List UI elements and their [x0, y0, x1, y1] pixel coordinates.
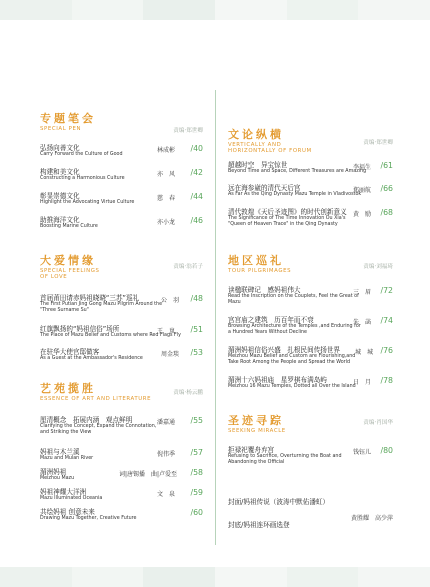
section-editor: 责编·翁若子: [173, 264, 203, 270]
entry-title-en: The First Putian Jing Gong Mazu Pilgrim Around the "Three Surname Su": [40, 302, 163, 313]
entry-page: /68: [380, 208, 393, 217]
section-title-en: VERTICALLY AND: [228, 142, 282, 148]
toc-entry[interactable]: [228, 161, 393, 175]
entry-page: /48: [190, 294, 203, 303]
entry-title-en: Mazu Illuminated Oceania: [40, 496, 103, 501]
toc-entry[interactable]: [40, 488, 203, 502]
section-editor: 责编·杨云鹏: [173, 390, 203, 396]
entry-title: 共绘妈祖 创意未来: [40, 508, 95, 516]
toc-entry[interactable]: [40, 216, 203, 230]
toc-entry[interactable]: [228, 286, 393, 306]
toc-entry[interactable]: [228, 446, 393, 466]
toc-entry[interactable]: [40, 294, 203, 314]
entry-title: 厘清概念 拓展内涵 观点鲜明: [40, 416, 133, 424]
section-title: 艺苑揽胜: [40, 382, 96, 395]
section-title: 大爱情缘: [40, 254, 96, 267]
entry-title: 拒禄祀覆舟弃宫: [228, 446, 275, 454]
section-title-en: SEEKING MIRACLE: [228, 428, 286, 434]
section-editor: 责编·郑世卿: [363, 140, 393, 146]
entry-author: 城 城: [354, 349, 373, 356]
entry-page: /80: [380, 446, 393, 455]
entry-author: 李福生: [352, 164, 371, 171]
toc-entry[interactable]: [40, 325, 203, 339]
section-title-en: HORIZONTALLY OF FORUM: [228, 148, 312, 155]
toc-entry[interactable]: [40, 348, 203, 362]
entry-title: 首届莆田请赤妈祖晓晓“三苏”巡礼: [40, 294, 140, 302]
entry-title-en: Meizhou 16 Mazu Temples, Dotted all Over the Island: [228, 384, 356, 389]
entry-page: /58: [190, 468, 203, 477]
entry-title: 湄洲十六妈祖庙 星罗棋布满岛屿: [228, 376, 327, 384]
section-vertical-forum: [228, 128, 393, 246]
toc-entry[interactable]: [40, 192, 203, 206]
entry-author: 亦 风: [156, 171, 175, 178]
column-divider: [215, 90, 216, 545]
entry-title: 超越时空 异宝惊世: [228, 161, 288, 169]
entry-title-en: As Far As the Qing Dynasty Mazu Temple in Vladivostok: [228, 192, 362, 197]
entry-page: /44: [190, 192, 203, 201]
entry-page: /42: [190, 168, 203, 177]
entry-title: 在驻华大使官邸做客: [40, 348, 100, 356]
section-art: [40, 382, 203, 552]
entry-title-en: Drawing Mazu Together, Creative Future: [40, 516, 137, 521]
entry-page: /66: [380, 184, 393, 193]
entry-title: 湄洲妈祖信俗兴盛 扎根民间传扬世界: [228, 346, 341, 354]
entry-page: /61: [380, 161, 393, 170]
section-editor: 责编·郑世卿: [173, 128, 203, 134]
section-editor: 责编·肖国华: [363, 420, 393, 426]
entry-page: /74: [380, 316, 393, 325]
toc-entry[interactable]: [40, 448, 203, 462]
section-title: 文论纵横: [228, 128, 284, 141]
entry-page: /57: [190, 448, 203, 457]
entry-title-en: Mazu and Mulan River: [40, 456, 94, 461]
entry-title-en: Read the Inscription on the Couplets, Feel the Great of Mazu: [228, 294, 359, 305]
entry-author: 倪伟季: [156, 451, 175, 458]
section-title: 专题笔会: [40, 112, 96, 125]
entry-page: /59: [190, 488, 203, 497]
entry-author: 黄 励: [352, 211, 371, 218]
entry-title-en: Browsing Architecture of the Temples ,and Enduring for a Hundred Years Without Decline: [228, 324, 361, 335]
entry-author: 三 眉: [352, 289, 371, 296]
bottom-color-band: [0, 567, 430, 587]
entry-author: 王 岚: [156, 328, 175, 335]
top-color-band: [0, 0, 430, 20]
section-feelings: [40, 254, 203, 374]
entry-title: 清代敦煌《天后圣迹图》的时代创新意义: [228, 208, 347, 216]
entry-page: /40: [190, 144, 203, 153]
entry-author: 钱钰儿: [352, 449, 371, 456]
entry-title: 宫宫庙之建筑 历百年而不衰: [228, 316, 314, 324]
toc-entry[interactable]: [228, 316, 393, 336]
section-title-en: TOUR PILGRIMAGES: [228, 268, 292, 274]
entry-author: 慈 春: [156, 195, 175, 202]
section-title-en: ESSENCE OF ART AND LITERATURE: [40, 396, 152, 402]
section-seeking: [228, 414, 393, 474]
section-tour: [228, 254, 393, 406]
toc-entry[interactable]: [40, 468, 203, 482]
entry-author: 亦小龙: [156, 219, 175, 226]
section-title-en: SPECIAL FEELINGS: [40, 268, 100, 274]
entry-page: /51: [190, 325, 203, 334]
entry-author: 潘嘉通: [156, 419, 175, 426]
cover-credits: [228, 498, 393, 531]
entry-title: 弘扬向善文化: [40, 144, 80, 152]
toc-entry[interactable]: [40, 168, 203, 182]
toc-entry[interactable]: [228, 208, 393, 228]
section-title: 地区巡礼: [228, 254, 284, 267]
entry-page: /60: [190, 508, 203, 517]
entry-title: 远在海参崴的清代天后宫: [228, 184, 301, 192]
left-column: [40, 112, 203, 552]
toc-entry[interactable]: [228, 376, 393, 390]
entry-title-en: Meizhou Mazu Belief and Custom are Flourishing,and Take Root Among the People and Spread the World: [228, 354, 356, 365]
toc-entry[interactable]: [228, 184, 393, 198]
section-special-pen: [40, 112, 203, 240]
entry-author: 周金琰: [160, 351, 179, 358]
entry-title: 妈祖与木兰溪: [40, 448, 80, 456]
entry-page: /78: [380, 376, 393, 385]
entry-author: 文 泉: [156, 491, 175, 498]
entry-author: 日 月: [352, 379, 371, 386]
section-title-en: SPECIAL PEN: [40, 126, 82, 132]
entry-title-en: As a Guest at the Ambassador's Residence: [40, 356, 143, 361]
entry-title-en: Clarifying the Concept, Expand the Connotation, and Striking the View: [40, 424, 157, 435]
toc-entry[interactable]: [228, 346, 393, 366]
entry-page: /55: [190, 416, 203, 425]
entry-title-en: Refusing to Sacrifice, Overturning the Boat and Abandoning the Official: [228, 454, 342, 465]
entry-title-en: Boosting Marine Culture: [40, 224, 98, 229]
entry-title: 构建和美文化: [40, 168, 80, 176]
toc-entry[interactable]: [40, 416, 203, 436]
entry-author: 词|唐锡播 曲|卢爱至: [118, 471, 177, 478]
entry-title-en: The Place of Mazu Belief and Customs where Red Flags Fly: [40, 333, 181, 338]
cover-credit-line: 封面/妈祖传说（波涛中默佑潘虹）: [228, 498, 330, 506]
toc-entry[interactable]: [40, 508, 203, 522]
entry-author: 郑丽航: [352, 187, 371, 194]
entry-page: /53: [190, 348, 203, 357]
entry-title-en: The Significance of The Time Innovation Ou Xia's "Queen of Heaven Trace" in the Qing Dynasty: [228, 216, 346, 227]
back-cover-authors: 黄胜耀 高少萍: [350, 515, 393, 522]
section-title: 圣迹寻踪: [228, 414, 284, 427]
entry-title: 彰显崇德文化: [40, 192, 80, 200]
entry-author: 朱 菡: [352, 319, 371, 326]
entry-title-en: Meizhou Mazu: [40, 476, 75, 481]
entry-title: 红旗飘扬的“妈祖信俗”场所: [40, 325, 120, 333]
entry-page: /76: [380, 346, 393, 355]
entry-title: 妈祖神耀大洋洲: [40, 488, 87, 496]
entry-title-en: Highlight the Advocating Virtue Culture: [40, 200, 135, 205]
entry-title-en: Constructing a Harmonious Culture: [40, 176, 125, 181]
section-editor: 责编·刘福琦: [363, 264, 393, 270]
entry-page: /72: [380, 286, 393, 295]
entry-title-en: Carry Forward the Culture of Good: [40, 152, 123, 157]
entry-title: 湄洲妈祖: [40, 468, 67, 476]
entry-author: 林成彬: [156, 147, 175, 154]
entry-page: /46: [190, 216, 203, 225]
section-title-en: OF LOVE: [40, 274, 68, 281]
toc-entry[interactable]: [40, 144, 203, 158]
right-column: [228, 128, 393, 531]
entry-title: 读楹联碑记 感妈祖伟大: [228, 286, 301, 294]
back-cover-credit-line: 封底/妈祖连环画选登: [228, 521, 290, 529]
entry-title: 助推海洋文化: [40, 216, 80, 224]
entry-author: 公 羽: [160, 297, 179, 304]
back-cover-credit: [228, 512, 393, 531]
entry-title-en: Beyond Time and Space, Different Treasures are Amazing: [228, 169, 367, 174]
